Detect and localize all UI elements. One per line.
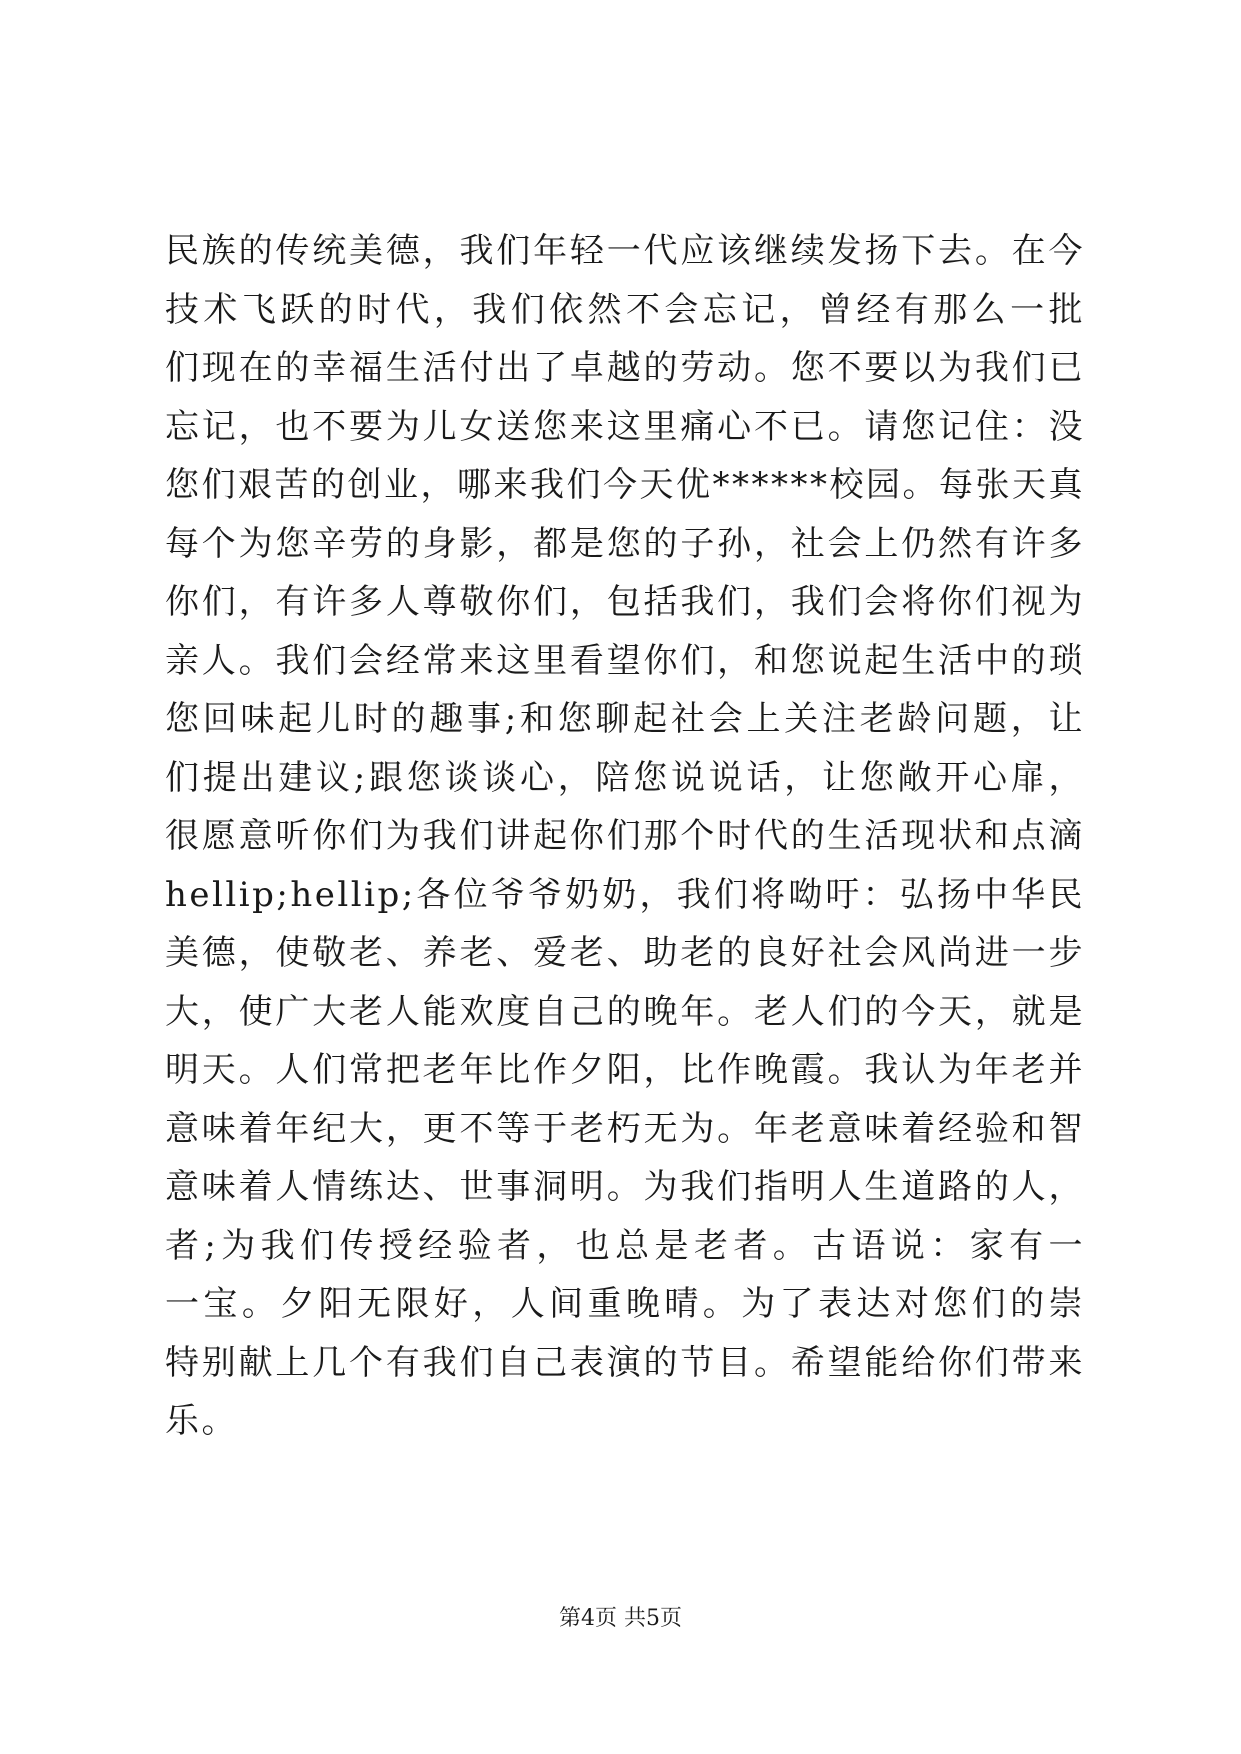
- text-line: 们提出建议;跟您谈谈心，陪您说说话，让您敞开心扉，: [165, 757, 1085, 798]
- page-number-footer: 第4页 共5页: [559, 1606, 682, 1631]
- text-line: 明天。人们常把老年比作夕阳，比作晚霞。我认为年老并: [165, 1050, 1085, 1090]
- text-line: 您回味起儿时的趣事;和您聊起社会上关注老龄问题，让: [165, 699, 1085, 739]
- text-line: 乐。: [165, 1401, 238, 1441]
- text-line: 者;为我们传授经验者，也总是老者。古语说：家有一: [165, 1225, 1085, 1266]
- text-line: 亲人。我们会经常来这里看望你们，和您说起生活中的琐: [165, 640, 1085, 681]
- text-line: hellip;hellip;各位爷爷奶奶，我们将呦吁：弘扬中华民: [165, 874, 1085, 915]
- text-line: 每个为您辛劳的身影，都是您的子孙，社会上仍然有许多: [165, 523, 1085, 564]
- text-line: 意味着年纪大，更不等于老朽无为。年老意味着经验和智: [165, 1108, 1085, 1149]
- text-line: 很愿意听你们为我们讲起你们那个时代的生活现状和点滴: [165, 816, 1085, 856]
- text-line: 你们，有许多人尊敬你们，包括我们，我们会将你们视为: [165, 582, 1085, 622]
- text-line: 民族的传统美德，我们年轻一代应该继续发扬下去。在今: [165, 231, 1085, 271]
- text-line: 忘记，也不要为儿女送您来这里痛心不已。请您记住：没: [165, 406, 1085, 447]
- text-line: 您们艰苦的创业，哪来我们今天优******校园。每张天真: [165, 465, 1085, 505]
- text-line: 技术飞跃的时代，我们依然不会忘记，曾经有那么一批: [165, 289, 1085, 330]
- text-line: 们现在的幸福生活付出了卓越的劳动。您不要以为我们已: [165, 348, 1085, 388]
- text-line: 美德，使敬老、养老、爱老、助老的良好社会风尚进一步: [165, 933, 1085, 973]
- body-text: [165, 222, 1085, 1451]
- text-line: 一宝。夕阳无限好，人间重晚晴。为了表达对您们的崇: [165, 1284, 1085, 1324]
- text-line: 特别献上几个有我们自己表演的节目。希望能给你们带来: [165, 1342, 1085, 1383]
- text-line: 大，使广大老人能欢度自己的晚年。老人们的今天，就是: [165, 991, 1085, 1032]
- text-line: 意味着人情练达、世事洞明。为我们指明人生道路的人，: [165, 1167, 1085, 1207]
